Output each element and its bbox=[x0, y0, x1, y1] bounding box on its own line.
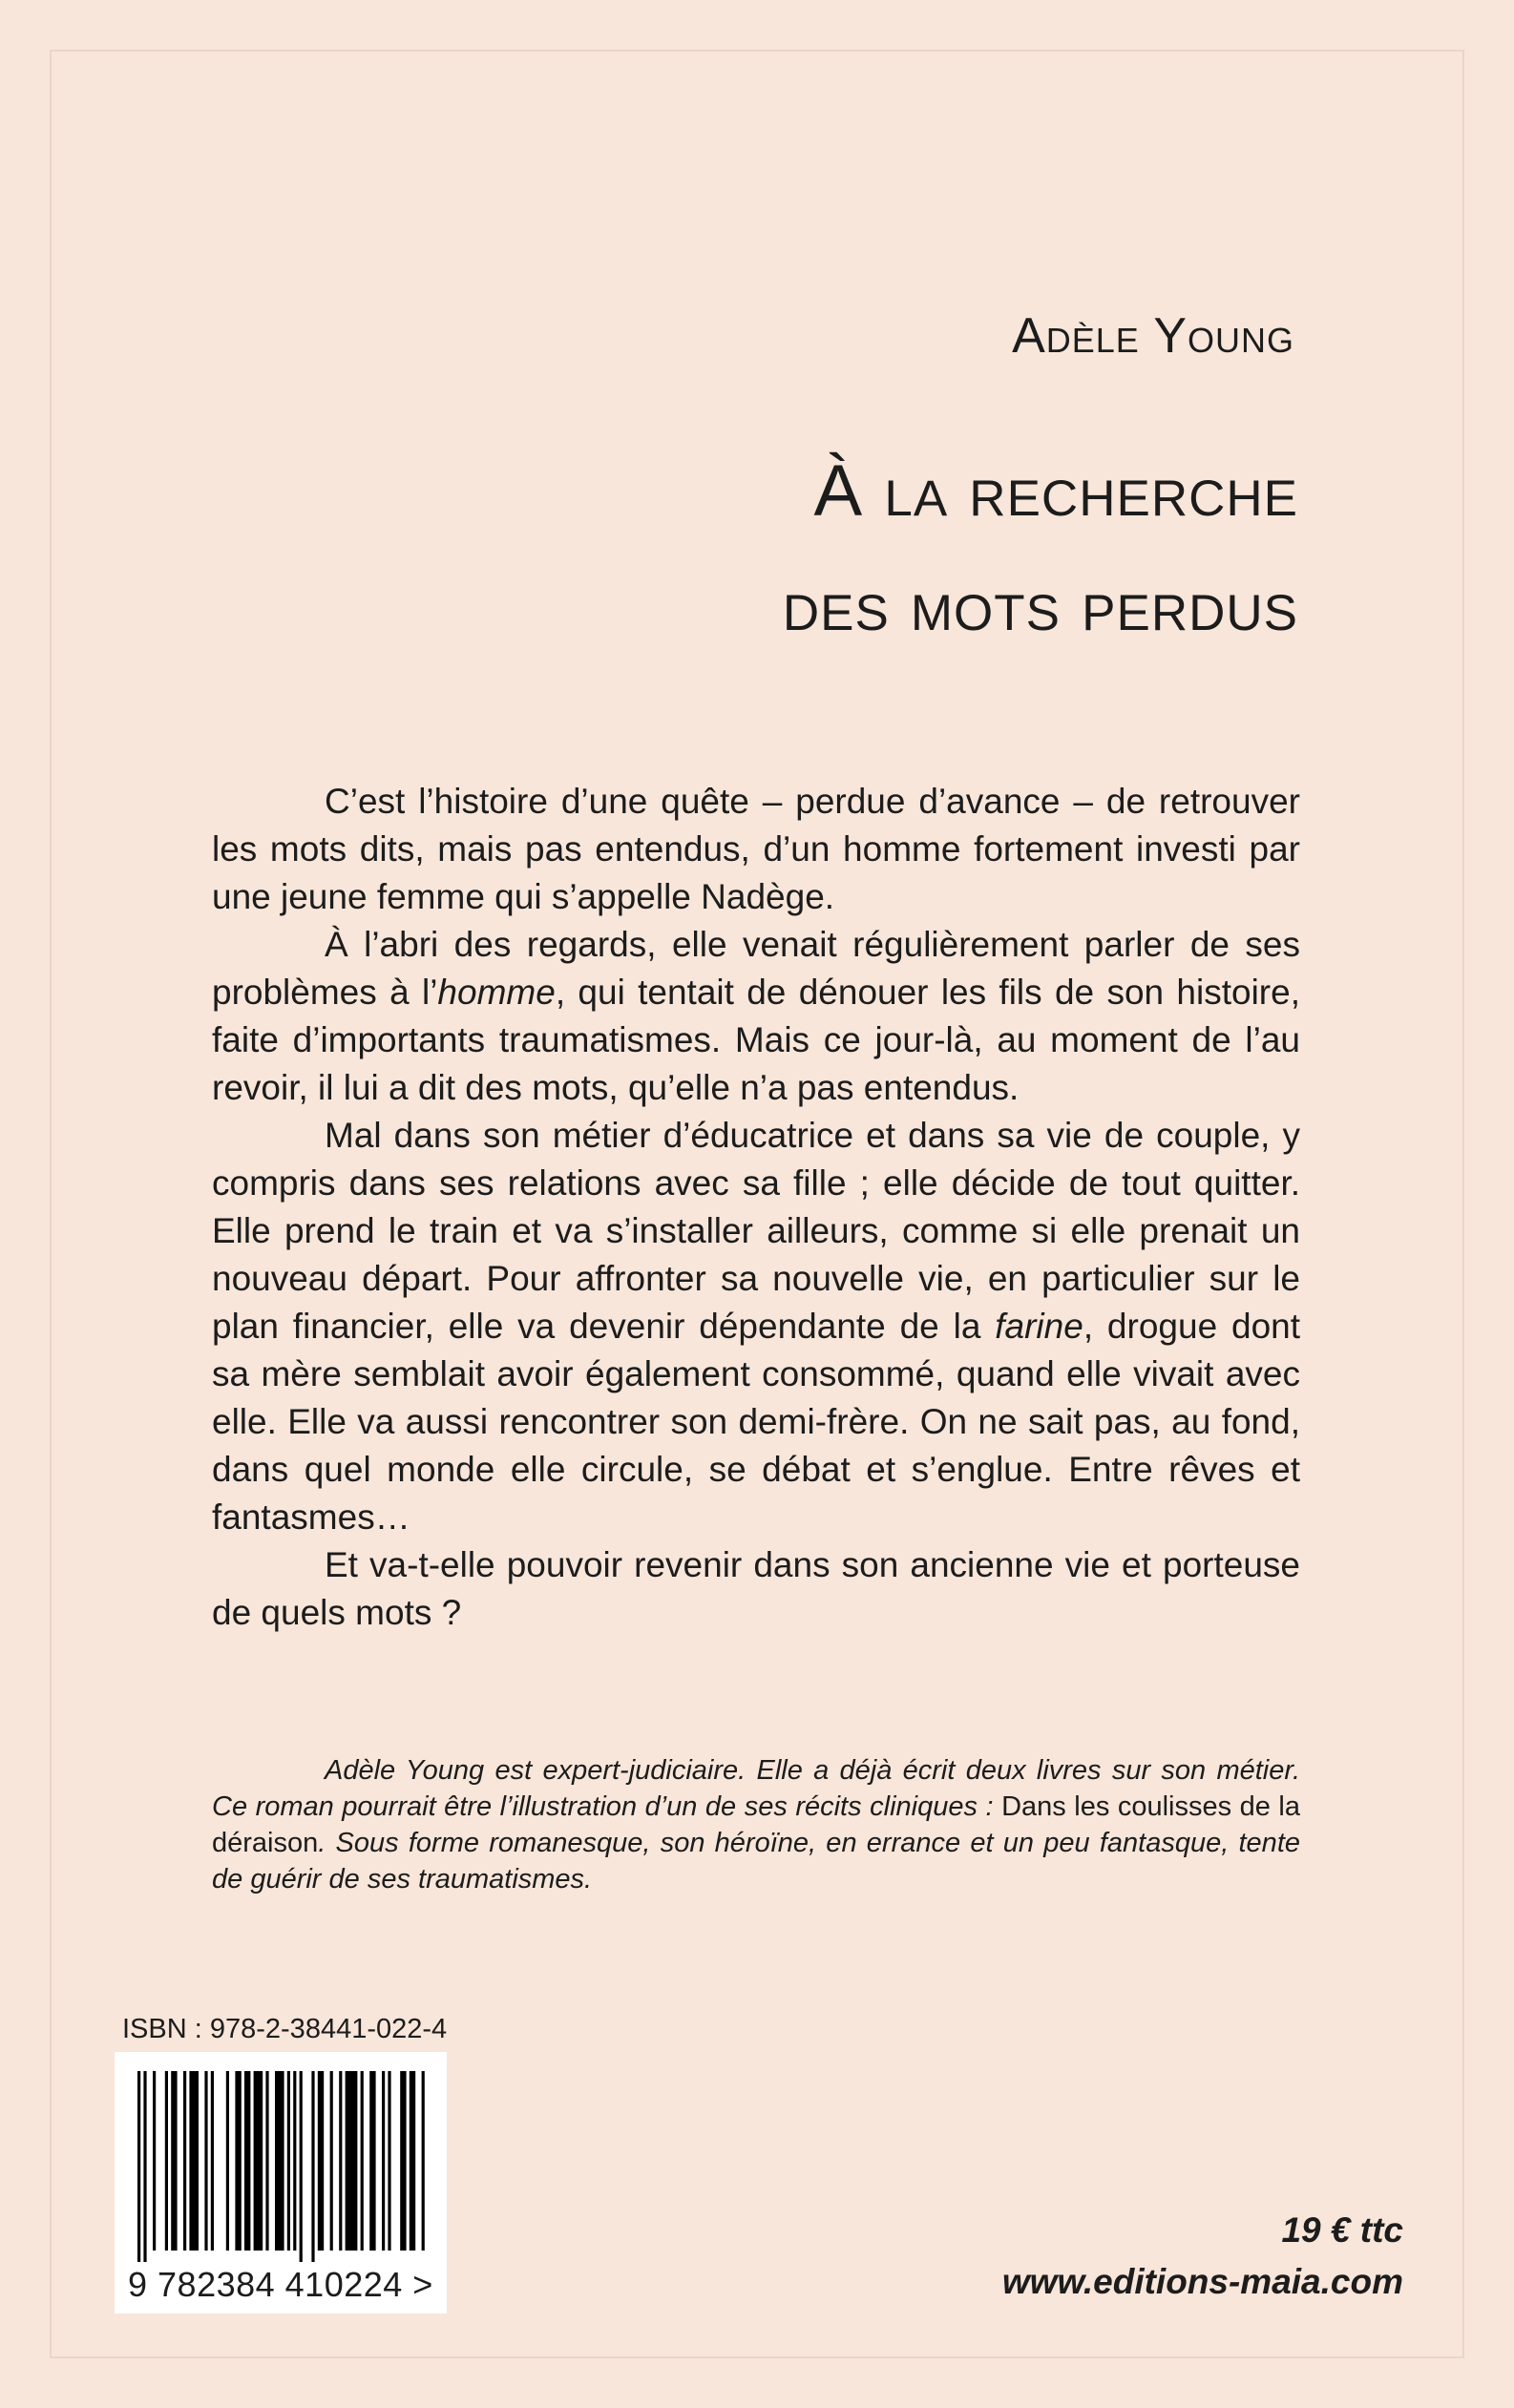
barcode-bar bbox=[235, 2071, 241, 2251]
barcode-bar bbox=[300, 2071, 303, 2262]
barcode-bar bbox=[293, 2071, 296, 2251]
barcode-bar bbox=[183, 2071, 186, 2251]
book-title bbox=[344, 434, 1298, 663]
barcode-bar bbox=[244, 2071, 250, 2251]
blurb-text: , drogue dont sa mère semblait avoir également consommé, quand elle vivait avec elle. Elle va aussi rencontrer son demi-frère. On ne sait pas, au fond, dans quel monde elle circule, se débat et s’englue. Entre rêves et fantasmes… bbox=[212, 1307, 1300, 1537]
barcode-bar bbox=[226, 2071, 229, 2251]
barcode-bar bbox=[143, 2071, 146, 2262]
barcode-bar bbox=[275, 2071, 284, 2251]
barcode-bar bbox=[388, 2071, 390, 2251]
bio-book-title: Dans les coulisses de la déraison bbox=[212, 1791, 1300, 1858]
barcode-bar bbox=[153, 2071, 156, 2251]
blurb-paragraph-3 bbox=[212, 1112, 1300, 1541]
barcode-bar bbox=[400, 2071, 406, 2251]
blurb-paragraph-2 bbox=[212, 921, 1300, 1112]
barcode-bar bbox=[204, 2071, 207, 2251]
blurb-emphasis: homme bbox=[437, 973, 556, 1012]
bio-text: . Sous forme romanesque, son héroïne, en errance et un peu fantasque, tente de guérir de ses traumatismes. bbox=[212, 1828, 1300, 1895]
bio-text: Adèle Young est expert-judiciaire. Elle a déjà écrit deux livres sur son métier. Ce roman pourrait être l’illustration d’un de ses récits cliniques : bbox=[212, 1755, 1300, 1822]
barcode-bar bbox=[330, 2071, 333, 2251]
barcode-bar bbox=[346, 2071, 358, 2251]
barcode-bar bbox=[369, 2071, 375, 2251]
book-title-line-1: À la recherche bbox=[813, 450, 1298, 532]
barcode-bar bbox=[339, 2071, 342, 2251]
barcode-bar bbox=[382, 2071, 385, 2251]
barcode-bar bbox=[287, 2071, 290, 2251]
publisher-website: www.editions-maia.com bbox=[1001, 2262, 1403, 2301]
blurb-emphasis: farine bbox=[995, 1307, 1083, 1346]
barcode-bar bbox=[211, 2071, 214, 2251]
blurb-text: Mal dans son métier d’éducatrice et dans sa vie de couple, y compris dans ses relations avec sa fille ; elle décide de tout quitter. Elle prend le train et va s’installer ailleurs, comme si elle prenait un nouveau départ. Pour affronter sa nouvelle vie, en particulier sur le plan financier, elle va devenir dépendante de la bbox=[212, 1116, 1300, 1346]
barcode-bar bbox=[171, 2071, 177, 2251]
barcode-bar bbox=[410, 2071, 415, 2251]
barcode-bar bbox=[254, 2071, 263, 2251]
book-title-line-2: des mots perdus bbox=[782, 565, 1298, 646]
blurb-text: , qui tentait de dénouer les fils de son histoire, faite d’importants traumatismes. Mais ce jour-là, au moment de l’au revoir, il lui a dit des mots, qu’elle n’a pas entendus. bbox=[212, 973, 1300, 1107]
blurb-paragraph-4: Et va-t-elle pouvoir revenir dans son ancienne vie et porteuse de quels mots ? bbox=[212, 1545, 1300, 1632]
barcode-digits: 9 782384 410224 > bbox=[128, 2265, 433, 2304]
author-bio bbox=[212, 1752, 1300, 1897]
back-cover-blurb bbox=[212, 778, 1300, 1637]
price: 19 € ttc bbox=[1281, 2210, 1403, 2250]
blurb-text: À l’abri des regards, elle venait régulièrement parler de ses problèmes à l’ bbox=[212, 925, 1300, 1012]
barcode-bar bbox=[311, 2071, 314, 2262]
barcode-bar bbox=[318, 2071, 324, 2251]
barcode-bar bbox=[165, 2071, 168, 2251]
barcode-bar bbox=[422, 2071, 425, 2251]
isbn-label: ISBN : 978-2-38441-022-4 bbox=[122, 2014, 448, 2044]
barcode-bars bbox=[134, 2071, 428, 2262]
barcode-bar bbox=[361, 2071, 364, 2251]
barcode-bar bbox=[137, 2071, 140, 2262]
author-name: Adèle Young bbox=[1012, 308, 1294, 364]
barcode bbox=[115, 2052, 447, 2314]
blurb-paragraph-1: C’est l’histoire d’une quête – perdue d’avance – de retrouver les mots dits, mais pas entendus, d’un homme fortement investi par une jeune femme qui s’appelle Nadège. bbox=[212, 782, 1300, 916]
barcode-bar bbox=[265, 2071, 268, 2251]
barcode-bar bbox=[189, 2071, 199, 2251]
